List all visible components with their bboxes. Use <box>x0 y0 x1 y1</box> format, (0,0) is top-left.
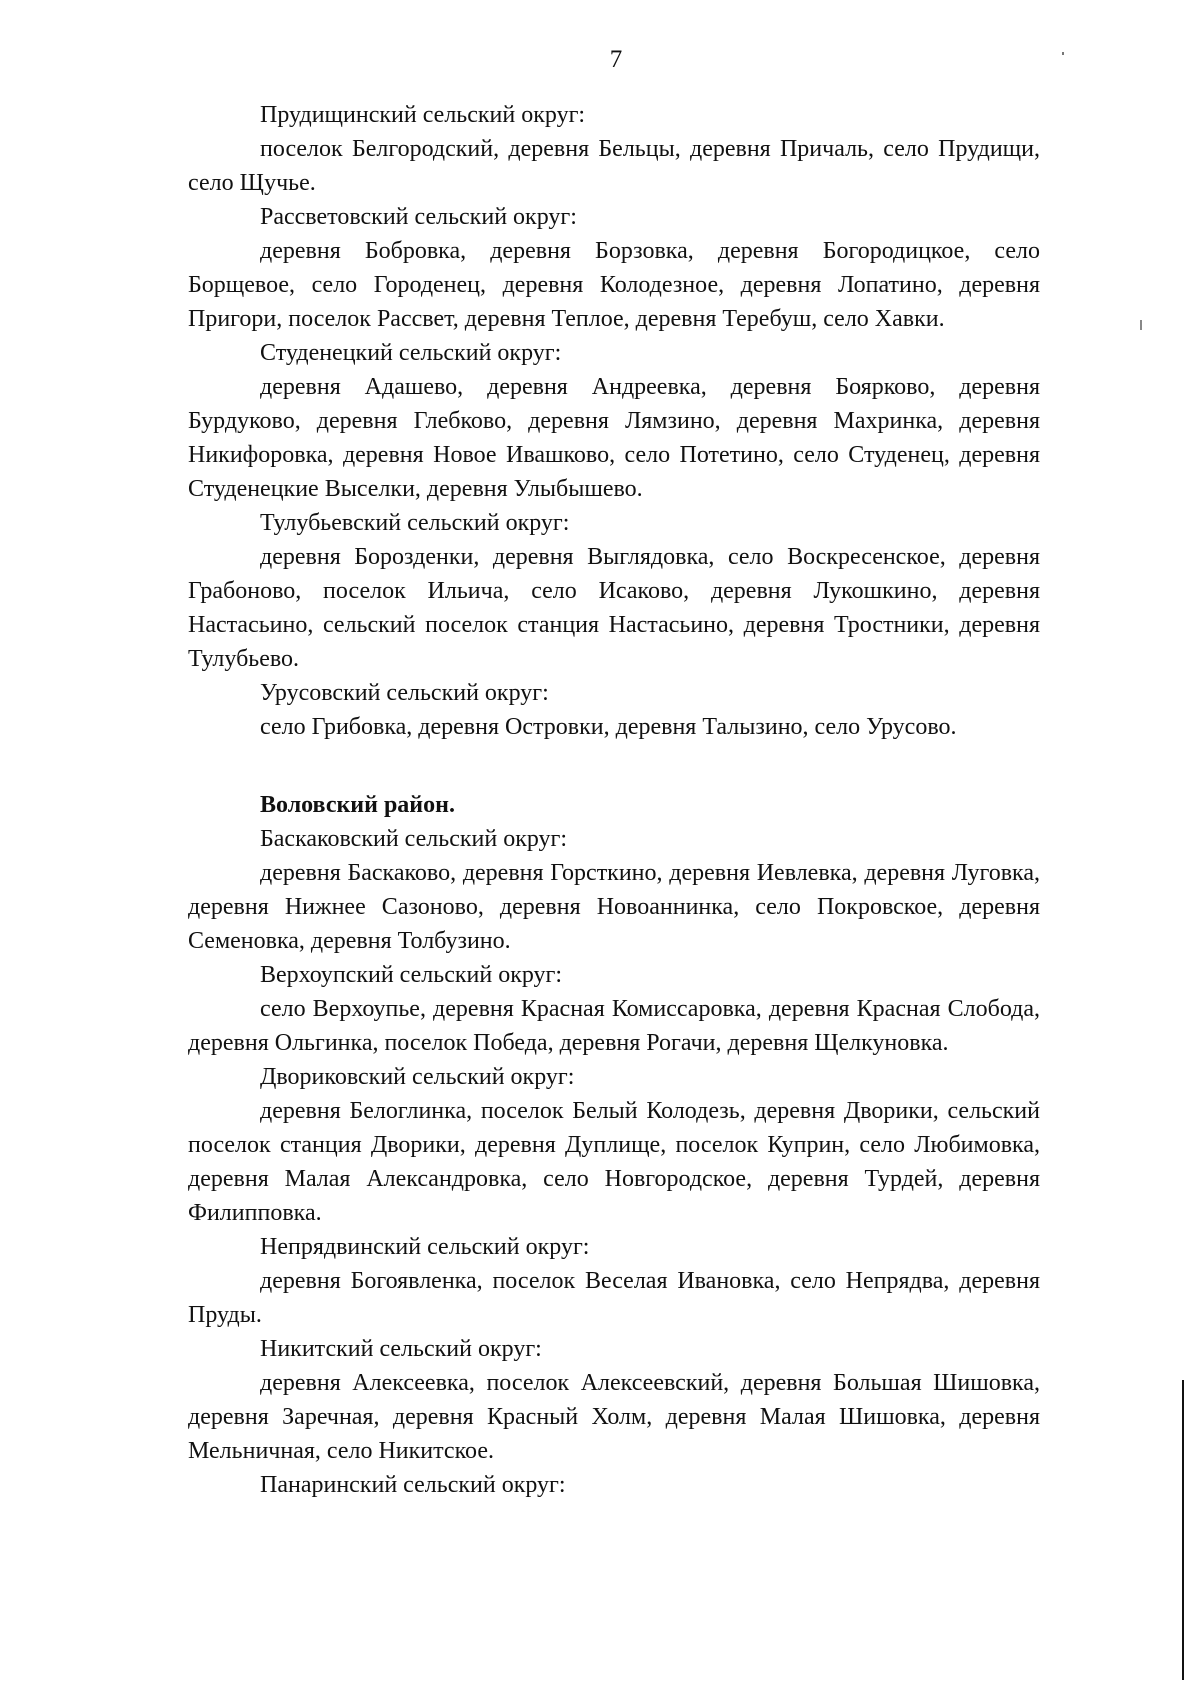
section-heading: Урусовский сельский округ: <box>260 680 549 706</box>
section-body: поселок Белгородский, деревня Бельцы, деревня Причаль, село Прудищи, село Щучье. <box>188 136 1040 196</box>
document-content <box>188 98 1040 1502</box>
section-rassvetovsky <box>188 200 1040 336</box>
page-number: 7 <box>609 46 623 73</box>
section-heading: Студенецкий сельский округ: <box>260 340 562 366</box>
section-heading: Рассветовский сельский округ: <box>260 204 577 230</box>
section-heading: Тулубьевский сельский округ: <box>260 510 570 536</box>
section-heading: Никитский сельский округ: <box>260 1336 542 1362</box>
section-body: село Грибовка, деревня Островки, деревня Талызино, село Урусово. <box>260 714 957 740</box>
section-verkhoupsky <box>188 958 1040 1060</box>
section-dvorikovsky <box>188 1060 1040 1230</box>
section-body: деревня Белоглинка, поселок Белый Колодезь, деревня Дворики, сельский поселок станция Дворики, деревня Дуплище, поселок Куприн, село Любимовка, деревня Малая Александровка, село Новгородское, деревня Турдей, деревня Филипповка. <box>188 1098 1040 1226</box>
section-body: деревня Борозденки, деревня Выглядовка, село Воскресенское, деревня Грабоново, поселок Ильича, село Исаково, деревня Лукошкино, деревня Настасьино, сельский поселок станция Настасьино, деревня Тростники, деревня Тулубьево. <box>188 544 1040 672</box>
section-tulubyevsky <box>188 506 1040 676</box>
section-nikitsky <box>188 1332 1040 1468</box>
section-spacer <box>188 744 1040 788</box>
section-urusovsky <box>188 676 1040 744</box>
scan-speck <box>1062 52 1064 55</box>
section-baskakovsky <box>188 822 1040 958</box>
section-body: деревня Адашево, деревня Андреевка, деревня Боярково, деревня Бурдуково, деревня Глебково, деревня Лямзино, деревня Махринка, деревня Никифоровка, деревня Новое Ивашково, село Потетино, село Студенец, деревня Студенецкие Выселки, деревня Улыбышево. <box>188 374 1040 502</box>
section-prudishchinsky <box>188 98 1040 200</box>
section-studenetsky <box>188 336 1040 506</box>
district-title: Воловский район. <box>260 792 455 818</box>
section-heading: Баскаковский сельский округ: <box>260 826 568 852</box>
section-heading: Двориковский сельский округ: <box>260 1064 575 1090</box>
section-heading: Прудищинский сельский округ: <box>260 102 586 128</box>
section-heading: Непрядвинский сельский округ: <box>260 1234 590 1260</box>
section-heading: Верхоупский сельский округ: <box>260 962 563 988</box>
scan-speck <box>1140 320 1142 330</box>
section-nepryadvinsky <box>188 1230 1040 1332</box>
section-body: деревня Бобровка, деревня Борзовка, деревня Богородицкое, село Борщевое, село Городенец, деревня Колодезное, деревня Лопатино, деревня Пригори, поселок Рассвет, деревня Теплое, деревня Теребуш, село Хавки. <box>188 238 1040 332</box>
section-panarinsky <box>188 1468 1040 1502</box>
section-body: деревня Алексеевка, поселок Алексеевский, деревня Большая Шишовка, деревня Заречная, деревня Красный Холм, деревня Малая Шишовка, деревня Мельничная, село Никитское. <box>188 1370 1040 1464</box>
section-body: село Верхоупье, деревня Красная Комиссаровка, деревня Красная Слобода, деревня Ольгинка, поселок Победа, деревня Рогачи, деревня Щелкуновка. <box>188 996 1040 1056</box>
section-body: деревня Богоявленка, поселок Веселая Ивановка, село Непрядва, деревня Пруды. <box>188 1268 1040 1328</box>
section-heading: Панаринский сельский округ: <box>260 1472 566 1498</box>
section-body: деревня Баскаково, деревня Горсткино, деревня Иевлевка, деревня Луговка, деревня Нижнее Сазоново, деревня Новоаннинка, село Покровское, деревня Семеновка, деревня Толбузино. <box>188 860 1040 954</box>
scan-edge-line <box>1182 1380 1184 1680</box>
